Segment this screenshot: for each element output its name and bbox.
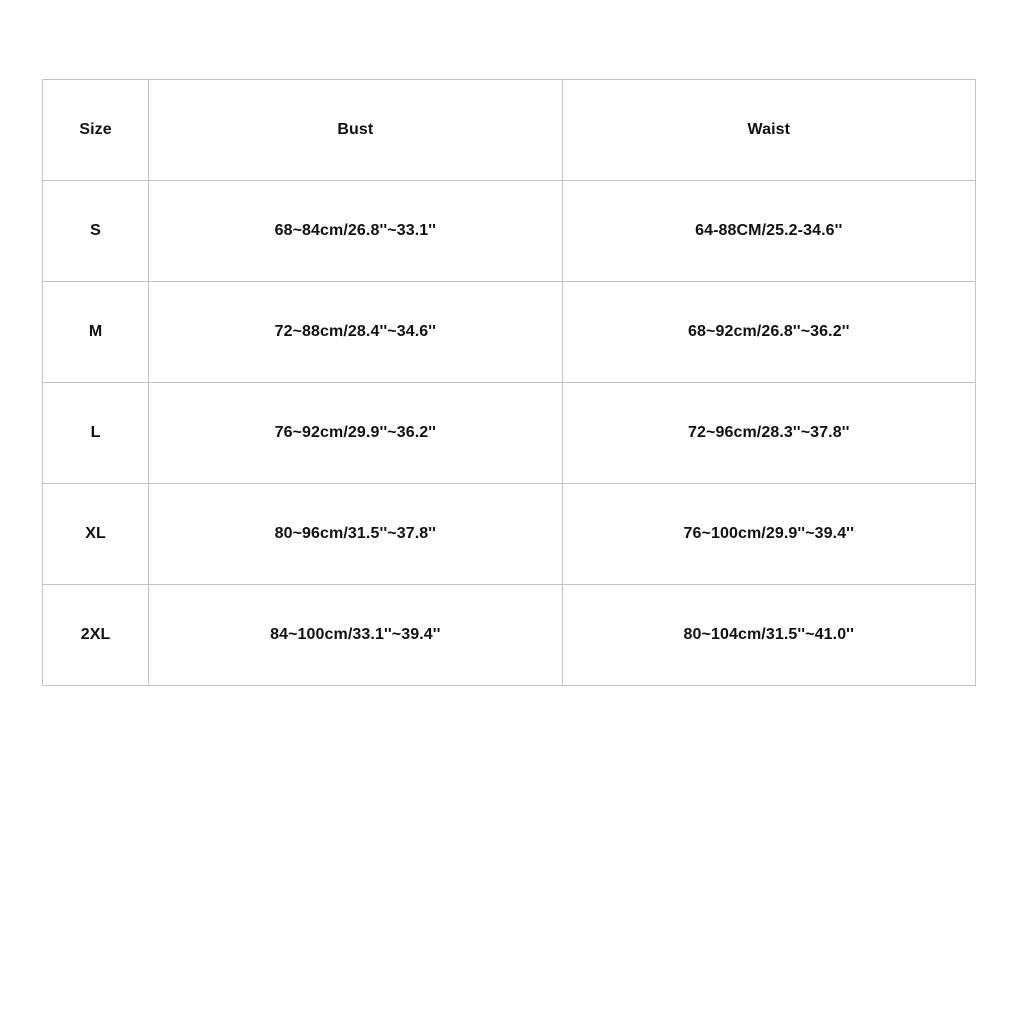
waist-cell: 68~92cm/26.8''~36.2'' [562,282,975,383]
waist-cell: 72~96cm/28.3''~37.8'' [562,383,975,484]
size-cell: 2XL [43,585,149,686]
waist-cell: 76~100cm/29.9''~39.4'' [562,484,975,585]
table-row [43,383,976,484]
size-cell: L [43,383,149,484]
waist-cell: 64-88CM/25.2-34.6'' [562,181,975,282]
bust-cell: 68~84cm/26.8''~33.1'' [149,181,562,282]
table-row [43,585,976,686]
size-cell: XL [43,484,149,585]
header-waist: Waist [562,80,975,181]
bust-cell: 80~96cm/31.5''~37.8'' [149,484,562,585]
table-header-row [43,80,976,181]
size-cell: S [43,181,149,282]
header-size: Size [43,80,149,181]
bust-cell: 84~100cm/33.1''~39.4'' [149,585,562,686]
bust-cell: 76~92cm/29.9''~36.2'' [149,383,562,484]
header-bust: Bust [149,80,562,181]
table-row [43,484,976,585]
waist-cell: 80~104cm/31.5''~41.0'' [562,585,975,686]
size-chart-table [42,79,976,686]
bust-cell: 72~88cm/28.4''~34.6'' [149,282,562,383]
size-cell: M [43,282,149,383]
table-row [43,181,976,282]
table-row [43,282,976,383]
